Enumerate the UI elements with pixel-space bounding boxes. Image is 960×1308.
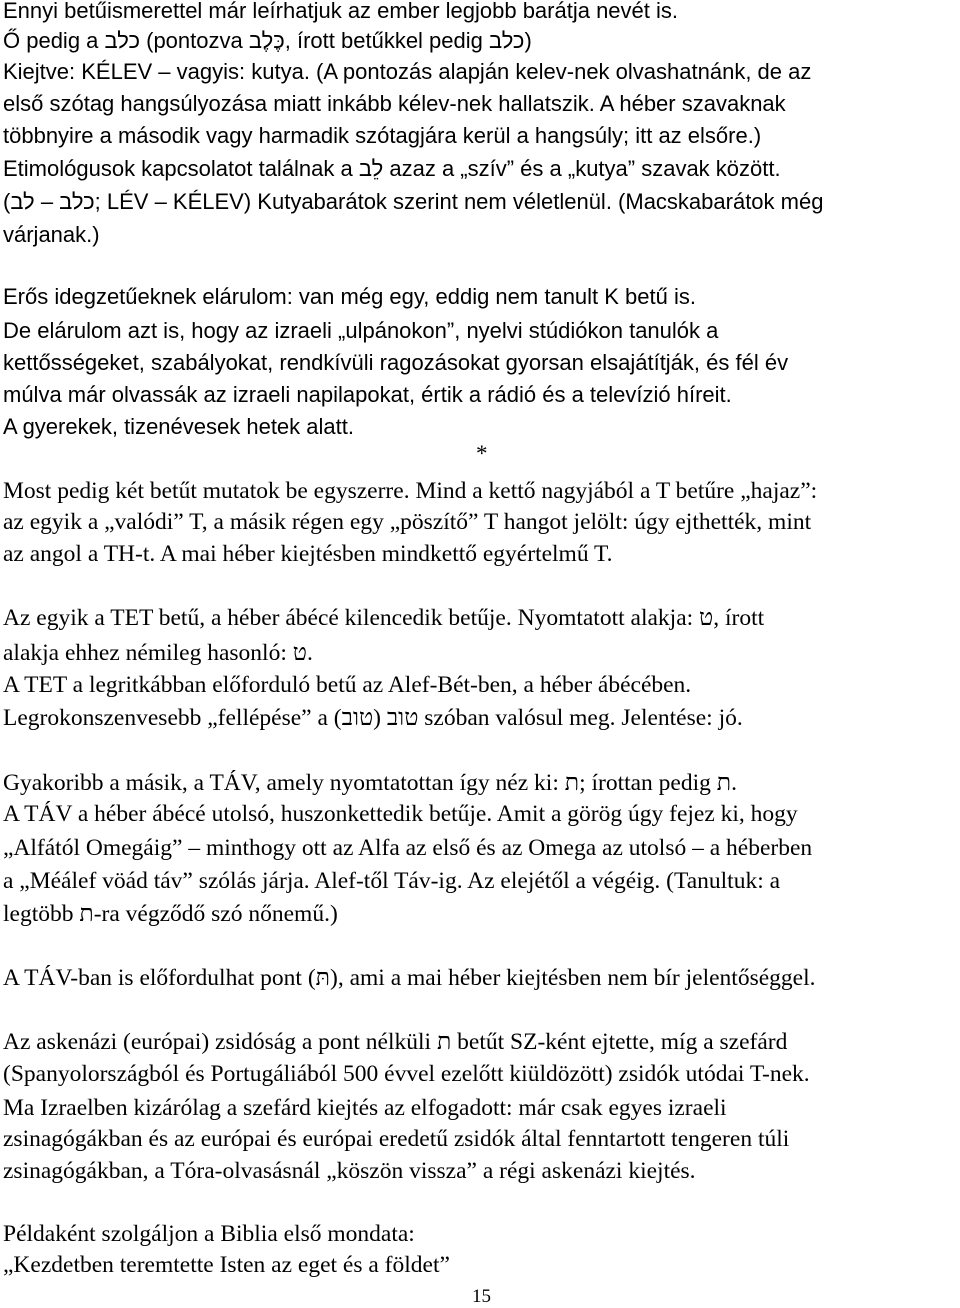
text-line: (Spanyolországból és Portugáliából 500 évvel ezelőtt kiüldözött) zsidók utódai T-nek. (3, 1061, 810, 1087)
text-line: többnyire a második vagy harmadik szótagjára kerül a hangsúly; itt az elsőre.) (3, 123, 762, 148)
text-line: Most pedig két betűt mutatok be egyszerre. Mind a kettő nagyjából a T betűre „hajaz”: (3, 478, 818, 504)
text-line: múlva már olvassák az izraeli napilapokat, értik a rádió és a televízió híreit. (3, 382, 732, 407)
text-line: Ennyi betűismerettel már leírhatjuk az ember legjobb barátja nevét is. (3, 0, 679, 23)
text-line: a „Méálef vöád táv” szólás járja. Alef-től Táv-ig. Az elejétől a végéig. (Tanultuk: a (3, 868, 781, 894)
text-line: az angol a TH-t. A mai héber kiejtésben mindkettő egyértelmű T. (3, 541, 613, 567)
text-line: Ma Izraelben kizárólag a szefárd kiejtés az elfogadott: már csak egyes izraeli (3, 1095, 727, 1121)
text-line: „Alfától Omegáig” – minthogy ott az Alfa az első és az Omega az utolsó – a héberben (3, 835, 813, 861)
page-number: 15 (472, 1286, 491, 1307)
text-line: (כלב – לב; LÉV – KÉLEV) Kutyabarátok szerint nem véletlenül. (Macskabarátok még (3, 189, 824, 214)
section-separator: * (476, 441, 488, 466)
text-line: zsinagógákban és az európai és európai eredetű zsidók által fenntartott tengeren túli (3, 1126, 790, 1152)
text-line: az egyik a „valódi” T, a másik régen egy „pöszítő” T hangot jelölt: úgy ejthették, mint (3, 509, 812, 535)
text-line: „Kezdetben teremtette Isten az eget és a földet” (3, 1252, 450, 1278)
text-line: Gyakoribb a másik, a TÁV, amely nyomtatottan így néz ki: ת; írottan pedig ת. (3, 770, 737, 796)
text-line: Kiejtve: KÉLEV – vagyis: kutya. (A pontozás alapján kelev-nek olvashatnánk, de az (3, 59, 812, 84)
text-line: várjanak.) (3, 222, 100, 247)
text-line: Az egyik a TET betű, a héber ábécé kilencedik betűje. Nyomtatott alakja: ט, írott (3, 605, 765, 631)
text-line: De elárulom azt is, hogy az izraeli „ulpánokon”, nyelvi stúdiókon tanulók a (3, 318, 719, 343)
text-line: alakja ehhez némileg hasonló: ט. (3, 640, 313, 666)
text-line: zsinagógákban, a Tóra-olvasásnál „köszön vissza” a régi askenázi kiejtés. (3, 1158, 696, 1184)
text-line: Legrokonszenvesebb „fellépése” a טוב (טוב) szóban valósul meg. Jelentése: jó. (3, 705, 743, 731)
text-line: legtöbb ת-ra végződő szó nőnemű.) (3, 901, 338, 927)
text-line: Erős idegzetűeknek elárulom: van még egy, eddig nem tanult K betű is. (3, 284, 696, 309)
text-line: Példaként szolgáljon a Biblia első mondata: (3, 1221, 415, 1247)
text-line: első szótag hangsúlyozása miatt inkább kélev-nek hallatszik. A héber szavaknak (3, 91, 786, 116)
text-line: A TÁV-ban is előfordulhat pont (תּ), ami a mai héber kiejtésben nem bír jelentőséggel. (3, 965, 816, 991)
text-line: A TET a legritkábban előforduló betű az Alef-Bét-ben, a héber ábécében. (3, 672, 692, 698)
text-line: Ő pedig a כלב (pontozva כֶּלֶב, írott betűkkel pedig כלב) (3, 28, 532, 53)
text-line: A gyerekek, tizenévesek hetek alatt. (3, 414, 354, 439)
text-line: Etimológusok kapcsolatot találnak a לֵב azaz a „szív” és a „kutya” szavak között. (3, 156, 781, 181)
text-line: A TÁV a héber ábécé utolsó, huszonkettedik betűje. Amit a görög úgy fejez ki, hogy (3, 801, 798, 827)
text-line: kettősségeket, szabályokat, rendkívüli ragozásokat gyorsan elsajátítják, és fél év (3, 350, 789, 375)
text-line: Az askenázi (európai) zsidóság a pont nélküli ת betűt SZ-ként ejtette, míg a szefárd (3, 1029, 788, 1055)
